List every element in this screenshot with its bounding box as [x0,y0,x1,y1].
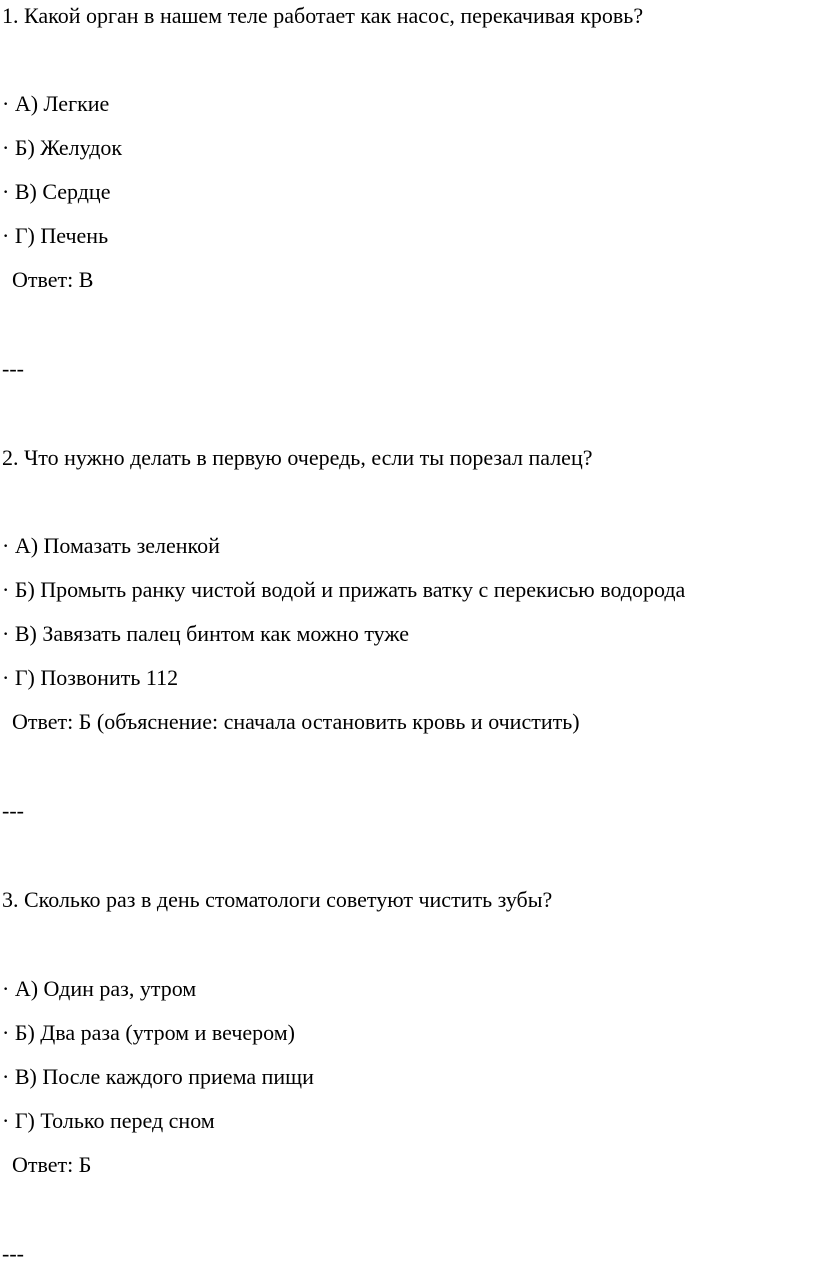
question-1-option-d: · Г) Печень [2,223,109,248]
question-1-option-c: · В) Сердце [2,179,111,204]
question-1-option-b: · Б) Желудок [2,135,123,160]
question-1-option-a: · А) Легкие [2,91,110,116]
question-3-option-a: · А) Один раз, утром [2,976,197,1001]
separator-3: --- [2,1241,24,1266]
question-2-option-a: · А) Помазать зеленкой [2,533,220,558]
question-3-option-c: · В) После каждого приема пищи [2,1064,314,1089]
question-3-option-b: · Б) Два раза (утром и вечером) [2,1020,295,1045]
question-2-option-c: · В) Завязать палец бинтом как можно туже [2,621,410,646]
question-3-option-d: · Г) Только перед сном [2,1108,215,1133]
question-2-option-d: · Г) Позвонить 112 [2,665,179,690]
question-1: 1. Какой орган в нашем теле работает как насос, перекачивая кровь? [2,3,644,28]
question-1-answer: Ответ: В [12,267,94,292]
separator-1: --- [2,356,24,381]
question-3: 3. Сколько раз в день стоматологи советуют чистить зубы? [2,887,553,912]
question-2-option-b: · Б) Промыть ранку чистой водой и прижать ватку с перекисью водорода [2,577,686,602]
question-2-answer: Ответ: Б (объяснение: сначала остановить кровь и очистить) [12,709,580,734]
separator-2: --- [2,798,24,823]
question-2: 2. Что нужно делать в первую очередь, если ты порезал палец? [2,445,593,470]
question-3-answer: Ответ: Б [12,1152,92,1177]
